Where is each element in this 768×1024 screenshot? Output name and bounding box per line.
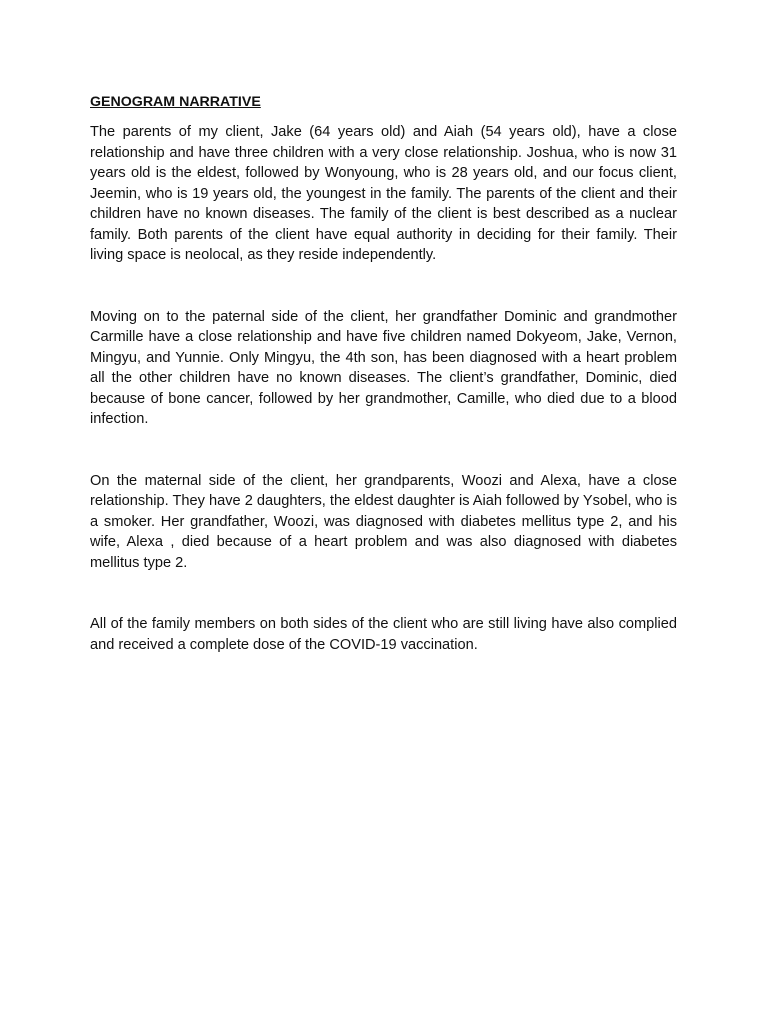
paragraph-paternal-side: Moving on to the paternal side of the client, her grandfather Dominic and grandmother Carmille have a close relationship and have five children named Dokyeom, Jake, Vernon, Mingyu, and Yunnie. Only Mingyu, the 4th son, has been diagnosed with a heart problem all the other children have no known diseases. The client’s grandfather, Dominic, died because of bone cancer, followed by her grandmother, Camille, who died due to a blood infection. <box>90 308 677 427</box>
paragraph-vaccination: All of the family members on both sides of the client who are still living have also complied and received a complete dose of the COVID-19 vaccination. <box>90 616 677 653</box>
document-title: GENOGRAM NARRATIVE <box>90 94 261 110</box>
paragraph-nuclear-family: The parents of my client, Jake (64 years old) and Aiah (54 years old), have a close relationship and have three children with a very close relationship. Joshua, who is now 31 years old is the eldest, followed by Wonyoung, who is 28 years old, and our focus client, Jeemin, who is 19 years old, the youngest in the family. The parents of the client and their children have no known diseases. The family of the client is best described as a nuclear family. Both parents of the client have equal authority in deciding for their family. Their living space is neolocal, as they reside independently. <box>90 124 677 263</box>
paragraph-spacer <box>90 430 677 471</box>
paragraph-spacer <box>90 573 677 614</box>
document-body <box>90 92 677 655</box>
paragraph-maternal-side: On the maternal side of the client, her grandparents, Woozi and Alexa, have a close relationship. They have 2 daughters, the eldest daughter is Aiah followed by Ysobel, who is a smoker. Her grandfather, Woozi, was diagnosed with diabetes mellitus type 2, and his wife, Alexa , died because of a heart problem and was also diagnosed with diabetes mellitus type 2. <box>90 472 677 571</box>
paragraph-spacer <box>90 266 677 307</box>
